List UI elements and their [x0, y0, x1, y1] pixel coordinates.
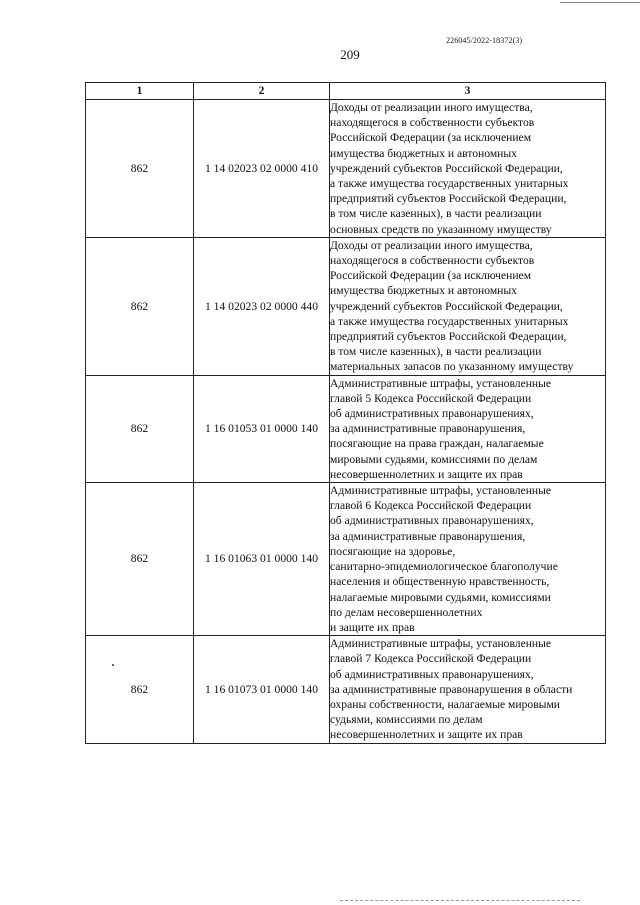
description-line: предприятий субъектов Российской Федерации, — [330, 192, 567, 206]
kbk-code-cell: 1 16 01053 01 0000 140 — [194, 375, 330, 482]
description-line: несовершеннолетних и защите их прав — [330, 728, 523, 742]
scan-speck — [112, 664, 114, 666]
description-cell — [330, 375, 606, 482]
description-line: в том числе казенных), в части реализации — [330, 345, 542, 359]
page-number: 209 — [340, 47, 360, 62]
admin-code-cell: 862 — [86, 375, 194, 482]
description-line: материальных запасов по указанному имуществу — [330, 360, 574, 374]
revenue-codes-table — [85, 82, 606, 744]
top-scan-rule — [560, 2, 640, 3]
description-line: мировыми судьями, комиссиями по делам — [330, 452, 538, 466]
description-line: посягающие на права граждан, налагаемые — [330, 437, 544, 451]
description-line: а также имущества государственных унитарных — [330, 177, 569, 191]
description-line: предприятий субъектов Российской Федерации, — [330, 330, 567, 344]
description-line: охраны собственности, налагаемые мировыми — [330, 697, 560, 711]
kbk-code-cell: 1 14 02023 02 0000 410 — [194, 100, 330, 238]
admin-code-cell: 862 — [86, 237, 194, 375]
table-row — [86, 237, 606, 375]
description-line: налагаемые мировыми судьями, комиссиями — [330, 590, 551, 604]
bottom-scan-rule — [340, 900, 580, 901]
description-line: Доходы от реализации иного имущества, — [330, 238, 533, 252]
table-row — [86, 100, 606, 238]
description-line: по делам несовершеннолетних — [330, 605, 483, 619]
description-line: об административных правонарушениях, — [330, 514, 534, 528]
description-line: и защите их прав — [330, 620, 415, 634]
description-line: главой 6 Кодекса Российской Федерации — [330, 499, 532, 513]
description-line: главой 5 Кодекса Российской Федерации — [330, 391, 532, 405]
admin-code-cell: 862 — [86, 100, 194, 238]
description-line: Доходы от реализации иного имущества, — [330, 101, 533, 114]
table-row — [86, 636, 606, 743]
admin-code-cell: 862 — [86, 483, 194, 636]
description-cell — [330, 636, 606, 743]
description-line: в том числе казенных), в части реализации — [330, 207, 542, 221]
description-line: Административные штрафы, установленные — [330, 484, 552, 498]
description-line: имущества бюджетных и автономных — [330, 146, 517, 160]
kbk-code-cell: 1 16 01073 01 0000 140 — [194, 636, 330, 743]
description-line: несовершеннолетних и защите их прав — [330, 467, 523, 481]
description-line: посягающие на здоровье, — [330, 544, 456, 558]
column-header-1: 1 — [86, 83, 194, 100]
description-cell — [330, 237, 606, 375]
description-line: Российской Федерации (за исключением — [330, 131, 532, 145]
description-line: главой 7 Кодекса Российской Федерации — [330, 652, 532, 666]
table-header-row — [86, 83, 606, 100]
admin-code-cell: 862 — [86, 636, 194, 743]
description-line: находящегося в собственности субъектов — [330, 254, 535, 268]
column-header-3: 3 — [330, 83, 606, 100]
description-line: об административных правонарушениях, — [330, 667, 534, 681]
description-line: санитарно-эпидемиологическое благополучие — [330, 560, 558, 574]
table-row — [86, 375, 606, 482]
description-line: Административные штрафы, установленные — [330, 637, 552, 651]
description-line: основных средств по указанному имуществу — [330, 222, 552, 236]
description-line: учреждений субъектов Российской Федерации, — [330, 161, 563, 175]
document-id: 226045/2022-18372(3) — [446, 36, 523, 45]
description-line: об административных правонарушениях, — [330, 407, 534, 421]
description-line: судьями, комиссиями по делам — [330, 713, 483, 727]
description-line: учреждений субъектов Российской Федерации, — [330, 299, 563, 313]
description-line: за административные правонарушения в области — [330, 682, 573, 696]
description-line: а также имущества государственных унитарных — [330, 314, 569, 328]
column-header-2: 2 — [194, 83, 330, 100]
table-row — [86, 483, 606, 636]
description-line: Российской Федерации (за исключением — [330, 269, 532, 283]
description-line: за административные правонарушения, — [330, 422, 526, 436]
description-line: за административные правонарушения, — [330, 529, 526, 543]
kbk-code-cell: 1 16 01063 01 0000 140 — [194, 483, 330, 636]
kbk-code-cell: 1 14 02023 02 0000 440 — [194, 237, 330, 375]
description-line: находящегося в собственности субъектов — [330, 116, 535, 130]
description-line: Административные штрафы, установленные — [330, 376, 552, 390]
description-line: имущества бюджетных и автономных — [330, 284, 517, 298]
description-cell — [330, 100, 606, 238]
description-line: населения и общественную нравственность, — [330, 575, 550, 589]
description-cell — [330, 483, 606, 636]
